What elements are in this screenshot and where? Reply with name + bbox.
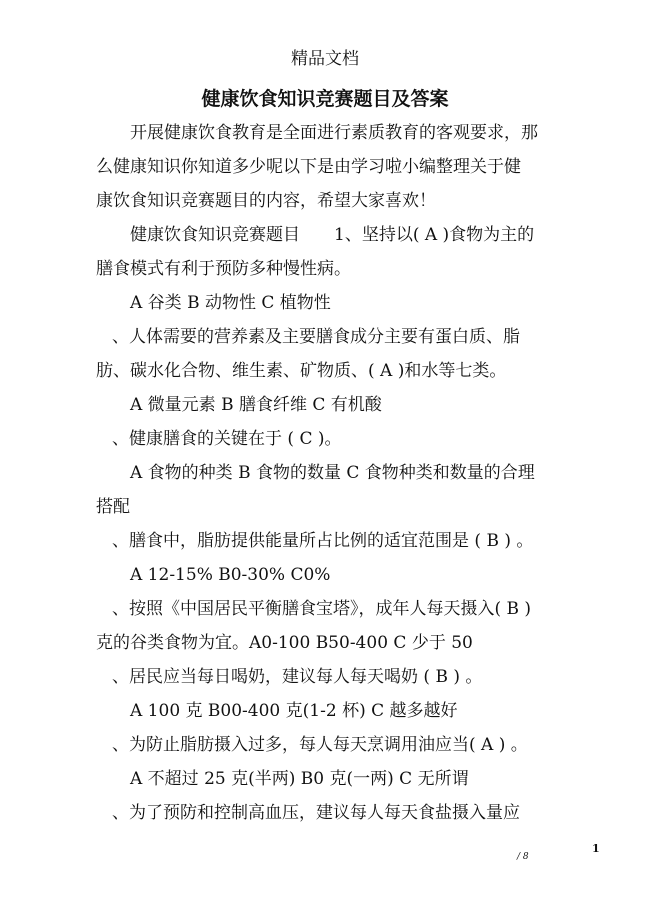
intro-line: 么健康知识你知道多少呢以下是由学习啦小编整理关于健 [96, 157, 521, 177]
question-3-options [96, 456, 562, 524]
header-label: 精品文档 [291, 49, 359, 69]
question-2-options: A 微量元素 B 膳食纤维 C 有机酸 [130, 395, 382, 415]
intro-paragraph [96, 116, 562, 218]
question-5 [96, 592, 562, 660]
document-title: 健康饮食知识竞赛题目及答案 [201, 88, 449, 110]
question-5-line: 克的谷类食物为宜。A0-100 B50-400 C 少于 50 [96, 633, 473, 653]
question-4: 、膳食中，脂肪提供能量所占比例的适宜范围是 ( B ) 。 [112, 531, 534, 551]
question-3: 、健康膳食的关键在于 ( C )。 [112, 429, 342, 449]
question-4-options: A 12-15% B0-30% C0% [130, 565, 331, 585]
question-8: 、为了预防和控制高血压，建议每人每天食盐摄入量应 [112, 803, 520, 823]
question-1-line: 膳食模式有利于预防多种慢性病。 [96, 259, 351, 279]
document-body [96, 116, 562, 830]
page-number: 1 [592, 842, 600, 855]
question-2 [96, 320, 562, 388]
page-total: / 8 [517, 852, 529, 862]
question-1-line: 健康饮食知识竞赛题目 1、坚持以( A )食物为主的 [130, 225, 535, 245]
question-2-line: 肪、碳水化合物、维生素、矿物质、( A )和水等七类。 [96, 361, 507, 381]
question-5-line: 、按照《中国居民平衡膳食宝塔》，成年人每天摄入( B ) [112, 599, 532, 619]
intro-line: 康饮食知识竞赛题目的内容，希望大家喜欢！ [96, 191, 436, 211]
question-1 [96, 218, 562, 286]
question-3-option-line: A 食物的种类 B 食物的数量 C 食物种类和数量的合理 [130, 463, 535, 483]
question-1-options: A 谷类 B 动物性 C 植物性 [130, 293, 331, 313]
question-7-options: A 不超过 25 克(半两) B0 克(一两) C 无所谓 [130, 769, 469, 789]
question-7: 、为防止脂肪摄入过多，每人每天烹调用油应当( A ) 。 [112, 735, 528, 755]
question-6: 、居民应当每日喝奶，建议每人每天喝奶 ( B ) 。 [112, 667, 483, 687]
question-6-options: A 100 克 B00-400 克(1-2 杯) C 越多越好 [130, 701, 458, 721]
question-2-line: 、人体需要的营养素及主要膳食成分主要有蛋白质、脂 [112, 327, 520, 347]
question-3-option-line: 搭配 [96, 497, 130, 517]
intro-line: 开展健康饮食教育是全面进行素质教育的客观要求，那 [130, 123, 538, 143]
